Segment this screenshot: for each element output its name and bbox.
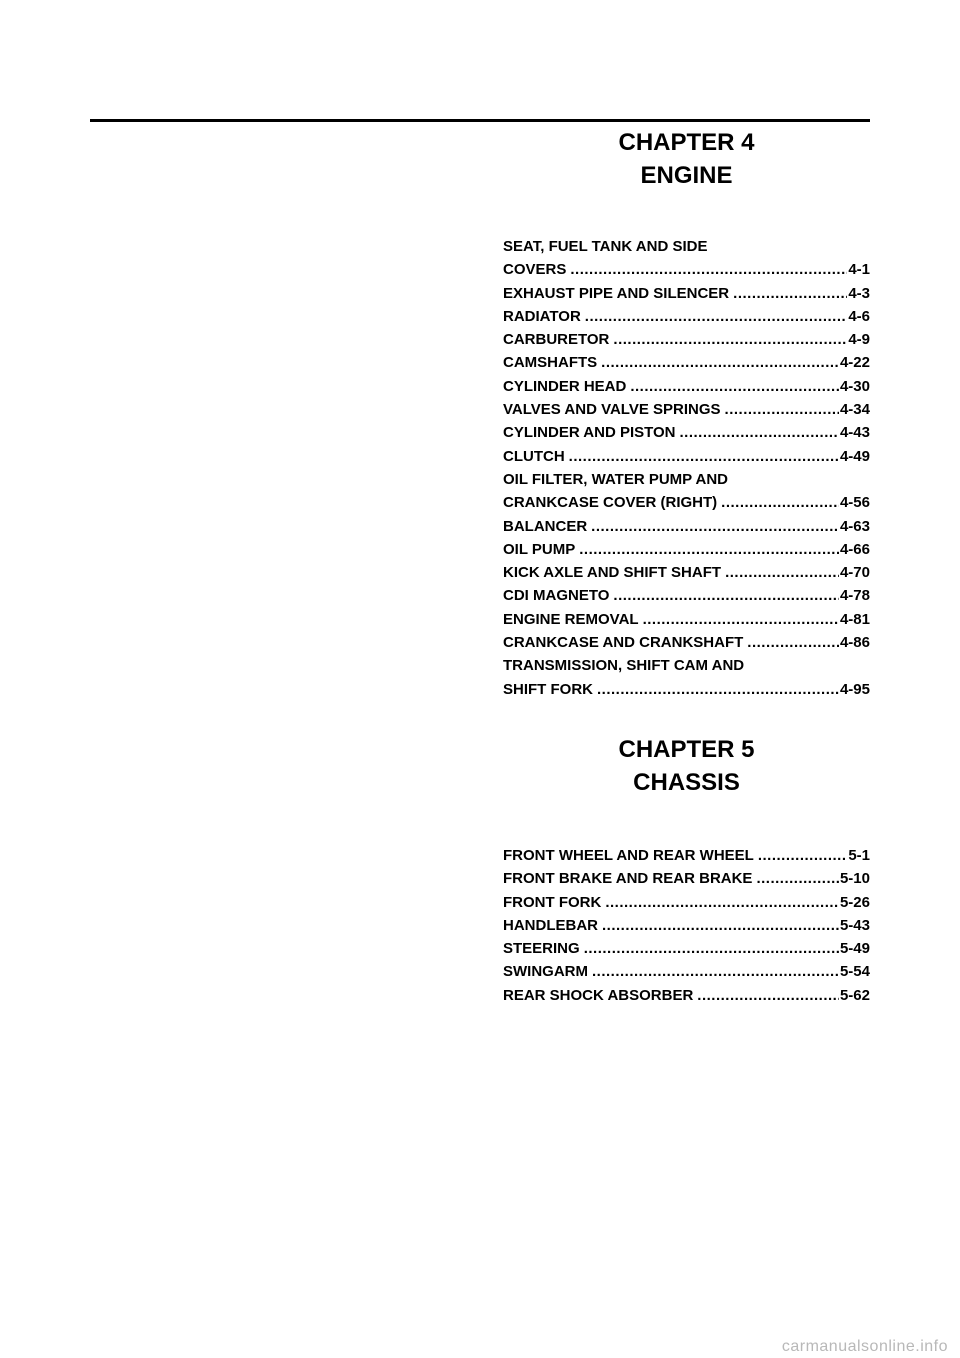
toc-entry-title: FRONT WHEEL AND REAR WHEEL: [503, 847, 754, 864]
toc-entry-title: CYLINDER HEAD: [503, 377, 627, 395]
toc-entry-line: [503, 914, 870, 937]
toc-dot-leader: [697, 984, 839, 1007]
toc-entry-title: COVERS: [503, 261, 567, 279]
toc-entry-line: [503, 445, 870, 468]
toc-page-number: 4-9: [848, 331, 870, 349]
toc-entry-line: [503, 584, 870, 607]
chapter-4-title: CHAPTER 4: [618, 129, 755, 156]
toc-dot-leader: [613, 584, 839, 607]
toc-entry-title: KICK AXLE AND SHIFT SHAFT: [503, 564, 722, 582]
toc-page-number: 5-26: [839, 893, 870, 911]
toc-page-number: 4-34: [839, 401, 870, 419]
toc-entry-line: [503, 515, 870, 538]
toc-entry-line: [503, 351, 870, 374]
toc-entry-line: [503, 960, 870, 983]
toc-entry[interactable]: [503, 984, 870, 1007]
toc-dot-leader: [569, 445, 839, 468]
toc-entry-line: [503, 375, 870, 398]
toc-dot-leader: [597, 678, 839, 701]
toc-entry[interactable]: [503, 282, 870, 305]
toc-page-number: 4-56: [839, 494, 870, 512]
toc-entry[interactable]: [503, 305, 870, 328]
toc-entry-title: CAMSHAFTS: [503, 354, 598, 372]
toc-page-number: 5-1: [848, 847, 870, 864]
toc-entry-title: CYLINDER AND PISTON: [503, 424, 676, 442]
toc-page-number: 5-62: [839, 986, 870, 1004]
toc-dot-leader: [601, 351, 839, 374]
toc-dot-leader: [725, 398, 839, 421]
toc-entry-title: FRONT BRAKE AND REAR BRAKE: [503, 870, 753, 888]
toc-dot-leader: [570, 258, 847, 281]
toc-page-number: 4-63: [839, 517, 870, 535]
toc-entry[interactable]: [503, 468, 870, 515]
toc-page-number: 4-1: [848, 261, 870, 279]
toc-entry-title: SHIFT FORK: [503, 680, 593, 698]
toc-entry-title: CLUTCH: [503, 447, 565, 465]
watermark: carmanualsonline.info: [781, 1338, 948, 1355]
toc-entry-line: [503, 282, 870, 305]
toc-entry[interactable]: [503, 914, 870, 937]
toc-dot-leader: [585, 305, 848, 328]
toc-page-number: 5-43: [839, 916, 870, 934]
toc-page-number: 4-70: [839, 564, 870, 582]
chapter-5-title: CHAPTER 5: [618, 736, 755, 763]
toc-entry[interactable]: [503, 891, 870, 914]
toc-entry[interactable]: [503, 421, 870, 444]
chapter-4-heading: [503, 126, 870, 192]
toc-entry-line: [503, 398, 870, 421]
toc-entry-title: CARBURETOR: [503, 331, 610, 349]
toc-dot-leader: [721, 491, 839, 514]
toc-dot-leader: [758, 844, 847, 867]
toc-entry-line: [503, 631, 870, 654]
toc-entry[interactable]: [503, 654, 870, 701]
toc-entry-line: [503, 258, 870, 281]
toc-entry-title: TRANSMISSION, SHIFT CAM AND: [503, 657, 745, 675]
toc-entry[interactable]: [503, 631, 870, 654]
toc-entry-title: CDI MAGNETO: [503, 587, 610, 605]
toc-entry-line: [503, 561, 870, 584]
toc-page-number: 4-95: [839, 680, 870, 698]
toc-entry-title: SEAT, FUEL TANK AND SIDE: [503, 238, 708, 255]
toc-entry[interactable]: [503, 867, 870, 890]
toc-entry[interactable]: [503, 561, 870, 584]
chapter-4-toc: [503, 235, 870, 701]
toc-entry-line: [503, 491, 870, 514]
toc-entry-line: [503, 984, 870, 1007]
toc-dot-leader: [680, 421, 839, 444]
toc-entry[interactable]: [503, 538, 870, 561]
toc-entry-line: [503, 421, 870, 444]
toc-entry-line: [503, 654, 870, 677]
chapter-5-subtitle: CHASSIS: [633, 769, 740, 796]
toc-entry[interactable]: [503, 235, 870, 282]
toc-entry[interactable]: [503, 844, 870, 867]
toc-page-number: 4-49: [839, 447, 870, 465]
toc-dot-leader: [756, 867, 839, 890]
toc-page-number: 4-30: [839, 377, 870, 395]
toc-entry-title: OIL PUMP: [503, 540, 576, 558]
toc-entry[interactable]: [503, 375, 870, 398]
toc-entry[interactable]: [503, 584, 870, 607]
toc-dot-leader: [733, 282, 847, 305]
toc-entry-line: [503, 844, 870, 867]
toc-entry[interactable]: [503, 608, 870, 631]
toc-dot-leader: [747, 631, 839, 654]
toc-page-number: 4-66: [839, 540, 870, 558]
chapter-5-toc: [503, 844, 870, 1007]
toc-entry[interactable]: [503, 398, 870, 421]
toc-entry[interactable]: [503, 351, 870, 374]
toc-entry-line: [503, 538, 870, 561]
toc-entry[interactable]: [503, 515, 870, 538]
toc-entry[interactable]: [503, 937, 870, 960]
toc-dot-leader: [613, 328, 847, 351]
toc-entry-line: [503, 608, 870, 631]
toc-entry[interactable]: [503, 960, 870, 983]
toc-page-number: 5-54: [839, 963, 870, 981]
toc-entry-title: EXHAUST PIPE AND SILENCER: [503, 284, 730, 302]
toc-entry-title: REAR SHOCK ABSORBER: [503, 986, 694, 1004]
toc-page-number: 5-49: [839, 940, 870, 958]
toc-page-number: 4-86: [839, 634, 870, 652]
toc-dot-leader: [630, 375, 839, 398]
toc-entry-line: [503, 328, 870, 351]
toc-entry-line: [503, 468, 870, 491]
toc-page-number: 4-81: [839, 610, 870, 628]
toc-entry-line: [503, 235, 870, 258]
toc-page-number: 4-3: [848, 284, 870, 302]
chapter-4-subtitle: ENGINE: [640, 162, 733, 189]
toc-entry-title: OIL FILTER, WATER PUMP AND: [503, 470, 728, 488]
toc-entry-title: BALANCER: [503, 517, 588, 535]
toc-page-number: 4-78: [839, 587, 870, 605]
toc-entry-title: STEERING: [503, 940, 580, 958]
toc-entry-line: [503, 891, 870, 914]
toc-dot-leader: [643, 608, 839, 631]
toc-entry-title: RADIATOR: [503, 307, 581, 325]
toc-dot-leader: [579, 538, 839, 561]
toc-entry-title: ENGINE REMOVAL: [503, 610, 639, 628]
toc-entry-line: [503, 678, 870, 701]
top-rule: [90, 119, 870, 122]
toc-dot-leader: [592, 960, 839, 983]
toc-entry-line: [503, 937, 870, 960]
toc-dot-leader: [602, 914, 839, 937]
toc-entry-title: CRANKCASE COVER (RIGHT): [503, 494, 718, 512]
toc-dot-leader: [725, 561, 839, 584]
toc-dot-leader: [584, 937, 839, 960]
toc-page-number: 4-6: [848, 307, 870, 325]
toc-entry-title: HANDLEBAR: [503, 916, 598, 934]
toc-dot-leader: [591, 515, 839, 538]
toc-entry-title: SWINGARM: [503, 963, 588, 981]
toc-entry[interactable]: [503, 445, 870, 468]
toc-dot-leader: [605, 891, 839, 914]
toc-page-number: 4-43: [839, 424, 870, 442]
toc-entry-line: [503, 867, 870, 890]
toc-entry-title: VALVES AND VALVE SPRINGS: [503, 401, 721, 419]
chapter-5-heading: [503, 733, 870, 799]
toc-entry[interactable]: [503, 328, 870, 351]
toc-page-number: 4-22: [839, 354, 870, 372]
toc-entry-title: CRANKCASE AND CRANKSHAFT: [503, 634, 744, 652]
toc-entry-title: FRONT FORK: [503, 893, 602, 911]
toc-page-number: 5-10: [839, 870, 870, 888]
toc-entry-line: [503, 305, 870, 328]
